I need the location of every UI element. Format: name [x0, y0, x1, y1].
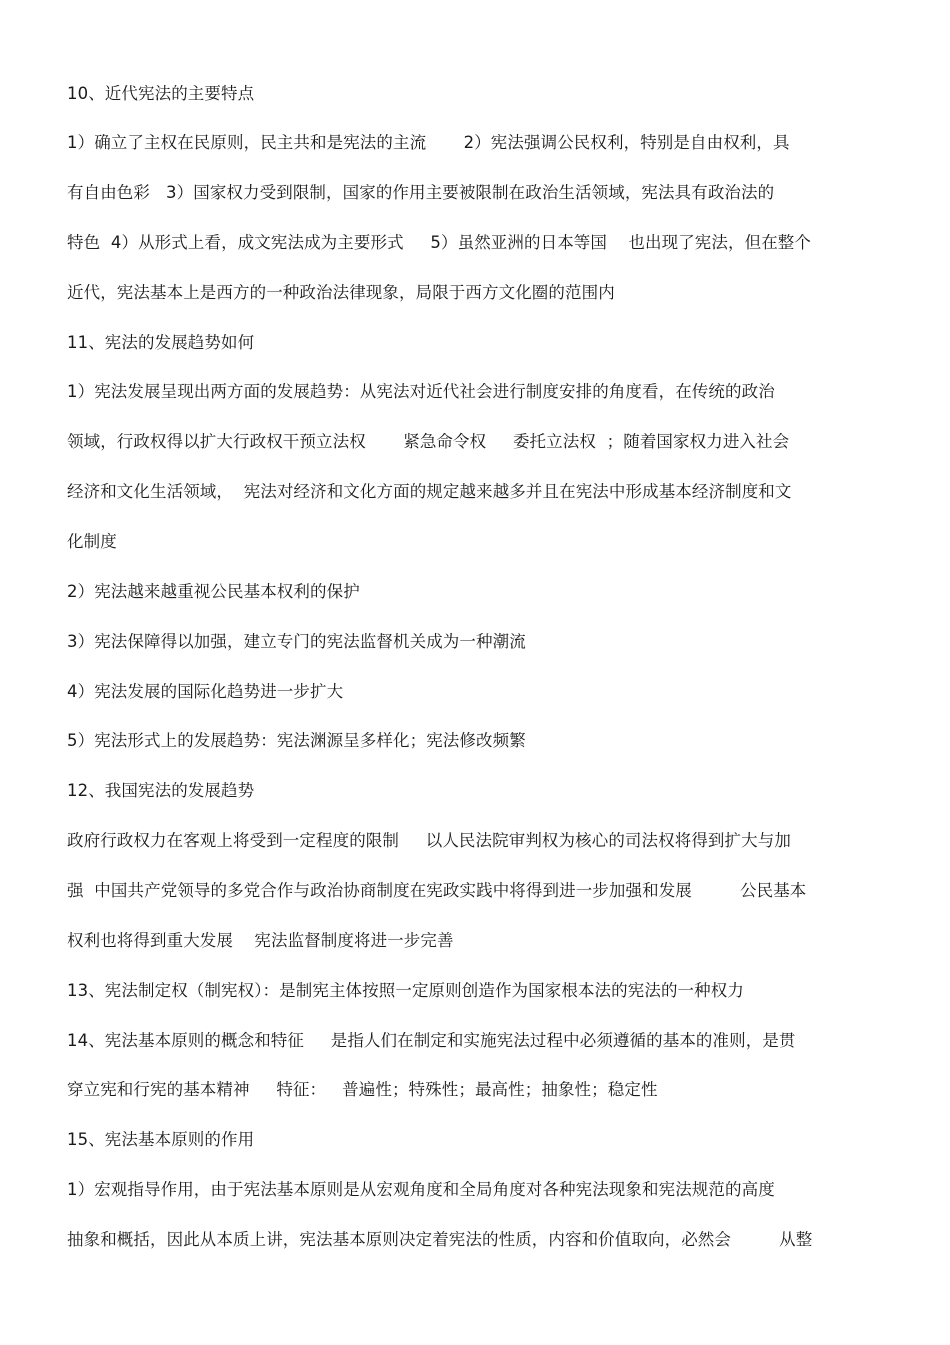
text-line: 化制度: [67, 532, 117, 551]
text-line: 3）宪法保障得以加强，建立专门的宪法监督机关成为一种潮流: [67, 632, 526, 651]
text-line: 抽象和概括，因此从本质上讲，宪法基本原则决定着宪法的性质，内容和价值取向，必然会 从整: [67, 1230, 813, 1249]
text-line: 5）宪法形式上的发展趋势：宪法渊源呈多样化；宪法修改频繁: [67, 731, 526, 750]
text-line: 领域，行政权得以扩大行政权干预立法权 紧急命令权 委托立法权 ；随着国家权力进入社会: [67, 432, 790, 451]
heading-12: 12、我国宪法的发展趋势: [67, 781, 255, 800]
text-line: 1）确立了主权在民原则，民主共和是宪法的主流 2）宪法强调公民权利，特别是自由权利，具: [67, 133, 790, 152]
heading-14: 14、宪法基本原则的概念和特征 是指人们在制定和实施宪法过程中必须遵循的基本的准则，是贯: [67, 1031, 796, 1050]
text-line: 1）宏观指导作用，由于宪法基本原则是从宏观角度和全局角度对各种宪法现象和宪法规范的高度: [67, 1180, 775, 1199]
text-line: 2）宪法越来越重视公民基本权利的保护: [67, 582, 360, 601]
heading-10: 10、近代宪法的主要特点: [67, 84, 255, 103]
text-line: 有自由色彩 3）国家权力受到限制，国家的作用主要被限制在政治生活领域，宪法具有政治法的: [67, 183, 775, 202]
text-line: 近代，宪法基本上是西方的一种政治法律现象，局限于西方文化圈的范围内: [67, 283, 615, 302]
text-line: 经济和文化生活领域， 宪法对经济和文化方面的规定越来越多并且在宪法中形成基本经济制度和文: [67, 482, 792, 501]
text-line: 1）宪法发展呈现出两方面的发展趋势：从宪法对近代社会进行制度安排的角度看，在传统的政治: [67, 382, 775, 401]
heading-11: 11、宪法的发展趋势如何: [67, 333, 255, 352]
heading-13: 13、宪法制定权（制宪权）：是制宪主体按照一定原则创造作为国家根本法的宪法的一种权力: [67, 981, 744, 1000]
text-line: 穿立宪和行宪的基本精神 特征： 普遍性；特殊性；最高性；抽象性；稳定性: [67, 1080, 658, 1099]
text-line: 4）宪法发展的国际化趋势进一步扩大: [67, 682, 344, 701]
text-line: 强 中国共产党领导的多党合作与政治协商制度在宪政实践中将得到进一步加强和发展 公民基本: [67, 881, 807, 900]
text-line: 权利也将得到重大发展 宪法监督制度将进一步完善: [67, 931, 454, 950]
heading-15: 15、宪法基本原则的作用: [67, 1130, 255, 1149]
text-line: 特色 4）从形式上看，成文宪法成为主要形式 5）虽然亚洲的日本等国 也出现了宪法，但在整个: [67, 233, 811, 252]
text-line: 政府行政权力在客观上将受到一定程度的限制 以人民法院审判权为核心的司法权将得到扩大与加: [67, 831, 791, 850]
